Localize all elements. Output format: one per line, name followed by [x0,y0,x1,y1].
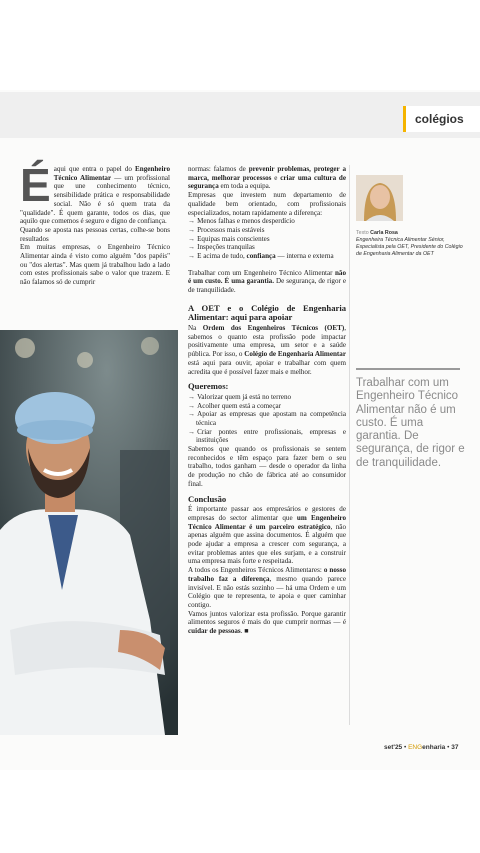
text: está aqui para ouvir, apoiar e trabalhar com quem acredita que é possível fazer mais e melhor. [188,358,346,376]
paragraph [188,324,346,376]
bold-text: prevenir problemas, proteger a marca, melhorar processos [188,165,346,182]
subheading: Conclusão [188,493,227,504]
text: — um profissional que une conhecimento técnico, sensibilidade prática e responsabilidade social. Não é só quem trata da "qualidade". É quem garante, todos os dias, que aquilo que comemos é seguro e digno de confiança. [20,173,170,226]
bold-text: um Engenheiro Técnico Alimentar é um parceiro estratégico [188,513,346,531]
list-item-text: Processos mais estáveis [197,225,265,234]
author-name: Carla Rosa [370,230,398,236]
bold-text: Engenheiro Técnico Alimentar [53,165,170,182]
footer-separator: • [447,744,450,751]
paragraph: Sabemos que quando os profissionais se sentem reconhecidos e têm espaço para fazer bem o seu trabalho, todos ganham — desde o operador da linha de produção no chão de fábrica até ao consumidor final. [188,445,346,488]
paragraph [188,165,346,191]
list-item: → E acima de tudo, confiança — interna e externa [188,252,334,261]
section-tab [403,106,480,132]
list-item-text: Equipas mais conscientes [197,234,270,243]
paragraph: Quando se aposta nas pessoas certas, colhe-se bons resultados [20,225,170,243]
text: , mesmo quando parece invisível. E não estás sozinho — há uma Ordem e um Colégio que te representa, te apoia e quer caminhar contigo. [188,574,346,609]
drop-cap: É [20,159,51,211]
list-item: → Processos mais estáveis [188,225,265,234]
list-item-text: Acolher quem está a começar [197,401,281,410]
text: normas: falamos de [188,165,249,173]
quote-rule [356,368,460,370]
article-column-1 [20,159,170,287]
engineer-illustration [0,330,178,735]
paragraph [188,566,346,610]
list-item-text: Valorizar quem já está no terreno [197,392,292,401]
column-divider [349,165,350,725]
text: Na [188,324,203,333]
subheading: A OET e o Colégio de Engenharia Alimentar: aqui para apoiar [188,302,346,323]
article-column-2 [188,165,346,636]
bold-text: confiança [246,252,276,261]
text: A todos os Engenheiros Técnicos Alimentares: [188,566,324,575]
list-item: → Equipas mais conscientes [188,234,270,243]
list-item-text: Criar pontes entre profissionais, empresas e instituições [196,427,346,445]
benefits-list [188,217,346,261]
paragraph [188,505,346,566]
author-portrait [356,175,403,221]
list-item-text: Menos falhas e menos desperdício [197,217,295,226]
list-item: → Menos falhas e menos desperdício [188,217,295,226]
text: E acima de tudo, [197,252,247,261]
bold-text: o nosso trabalho faz a diferença [188,566,346,583]
list-item: → Valorizar quem já está no terreno [188,392,292,401]
list-item: → Criar pontes entre profissionais, empresas e instituições [188,427,346,445]
list-item-text: Apoiar as empresas que apostam na competência técnica [196,410,346,427]
text: — interna e externa [275,252,334,261]
paragraph [188,610,346,636]
text: , não apenas alguém que assina documentos. É alguém que pode ajudar a empresa a crescer com segurança, a evitar problemas antes que eles surjam, e a construir uma empresa mais forte e respeitada. [188,522,346,566]
author-role: Engenheira Técnica Alimentar Sénior, Especialista pela OET, Presidente do Colégio de Engenharia Alimentar da OET [356,237,463,257]
engineer-photo [0,330,178,735]
text: e [271,173,281,182]
text: É importante passar aos empresários e gestores de empresas do sector alimentar que [188,505,346,522]
text: Trabalhar com um Engenheiro Técnico Alimentar [188,268,335,277]
section-label: colégios [415,112,464,126]
paragraph [188,269,346,295]
bold-text: cuidar de pessoas [188,627,241,636]
bold-text: Ordem dos Engenheiros Técnicos (OET) [202,324,345,333]
author-label: Texto [356,230,369,236]
list-item: → Inspeções tranquilas [188,243,255,252]
text: De segurança, de rigor e de tranquilidade. [188,277,346,295]
magazine-name-prefix: ENG [408,744,423,751]
paragraph: Em muitas empresas, o Engenheiro Técnico Alimentar ainda é visto como alguém "dos papéis" ou "dos alertas". Mas quem já trabalhou lado a lado com estes profissionais sabe o valor que trazem. E não falamos só de cumprir [20,243,170,287]
footer-separator: • [403,744,407,751]
bold-text: Colégio de Engenharia Alimentar [244,350,346,359]
subheading: Queremos: [188,381,229,392]
issue-date: set'25 [384,744,403,751]
author-credit [356,230,466,258]
text: . ■ [240,627,249,636]
list-item: → Apoiar as empresas que apostam na competência técnica [188,410,346,427]
page-number: 37 [451,744,459,751]
bold-text: criar uma cultura de segurança [188,173,347,191]
text: Vamos juntos valorizar esta profissão. Porque garantir alimentos seguros é mais do que cumprir normas — é [188,609,346,627]
list-item: → Acolher quem está a começar [188,401,281,410]
list-item-text: Inspeções tranquilas [197,243,255,252]
author-photo [356,175,403,221]
bold-text: não é um custo. É uma garantia. [188,268,346,286]
magazine-name-suffix: enharia [422,744,446,751]
pull-quote: Trabalhar com um Engenheiro Técnico Alimentar não é um custo. É uma garantia. De segurança, de rigor e de tranquilidade. [356,377,465,469]
paragraph: Empresas que investem num departamento de qualidade bem orientado, com profissionais especializados, notam rapidamente a diferença: [188,191,346,217]
page-footer [384,744,458,751]
text: aqui que entra o papel do [53,165,136,173]
goals-list [188,393,346,445]
text: , sabemos o quanto esta profissão pode impactar positivamente uma empresa, um setor e a saúde pública. Por isso, o [188,324,347,359]
text: em toda a equipa. [218,182,271,191]
